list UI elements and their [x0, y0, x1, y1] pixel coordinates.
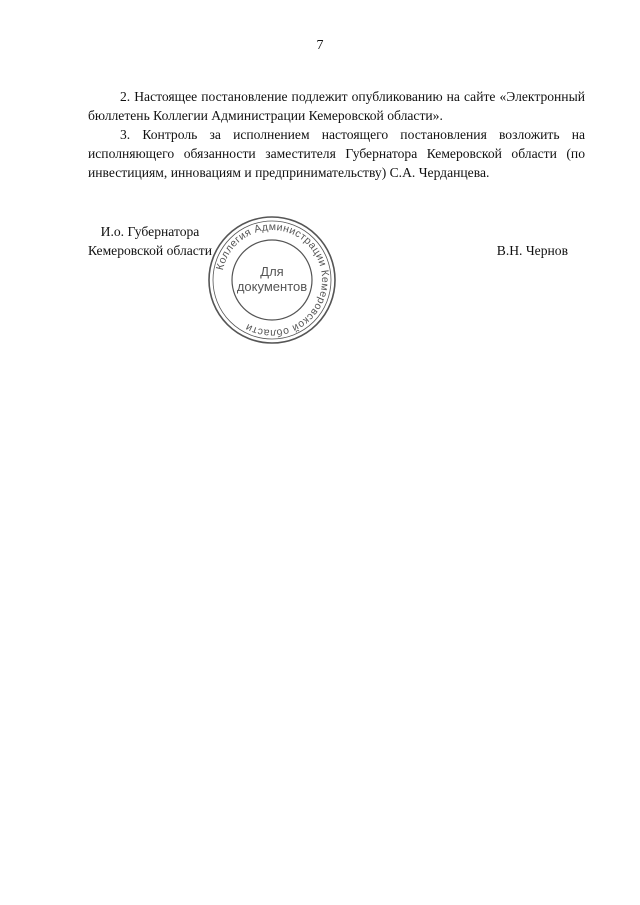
document-body [88, 87, 585, 182]
official-stamp [206, 214, 338, 346]
signatory-position [88, 222, 212, 260]
stamp-center-line1: Для [260, 264, 284, 279]
signatory-position-line2: Кемеровской области [88, 243, 213, 258]
paragraph-publication: 2. Настоящее постановление подлежит опубликованию на сайте «Электронный бюллетень Коллегии Администрации Кемеровской области». [88, 89, 585, 123]
paragraph-control: 3. Контроль за исполнением настоящего постановления возложить на исполняющего обязанности заместителя Губернатора Кемеровской области (по инвестициям, инновациям и предпринимательству) С.А. Черданцева. [88, 127, 585, 180]
signatory-name: В.Н. Чернов [496, 243, 568, 258]
signatory-position-line1: И.о. Губернатора [100, 224, 200, 239]
stamp-center-line2: документов [236, 279, 308, 294]
page-number: 7 [316, 38, 324, 53]
stamp-ring-text: Коллегия Администрации Кемеровской области [214, 220, 332, 340]
